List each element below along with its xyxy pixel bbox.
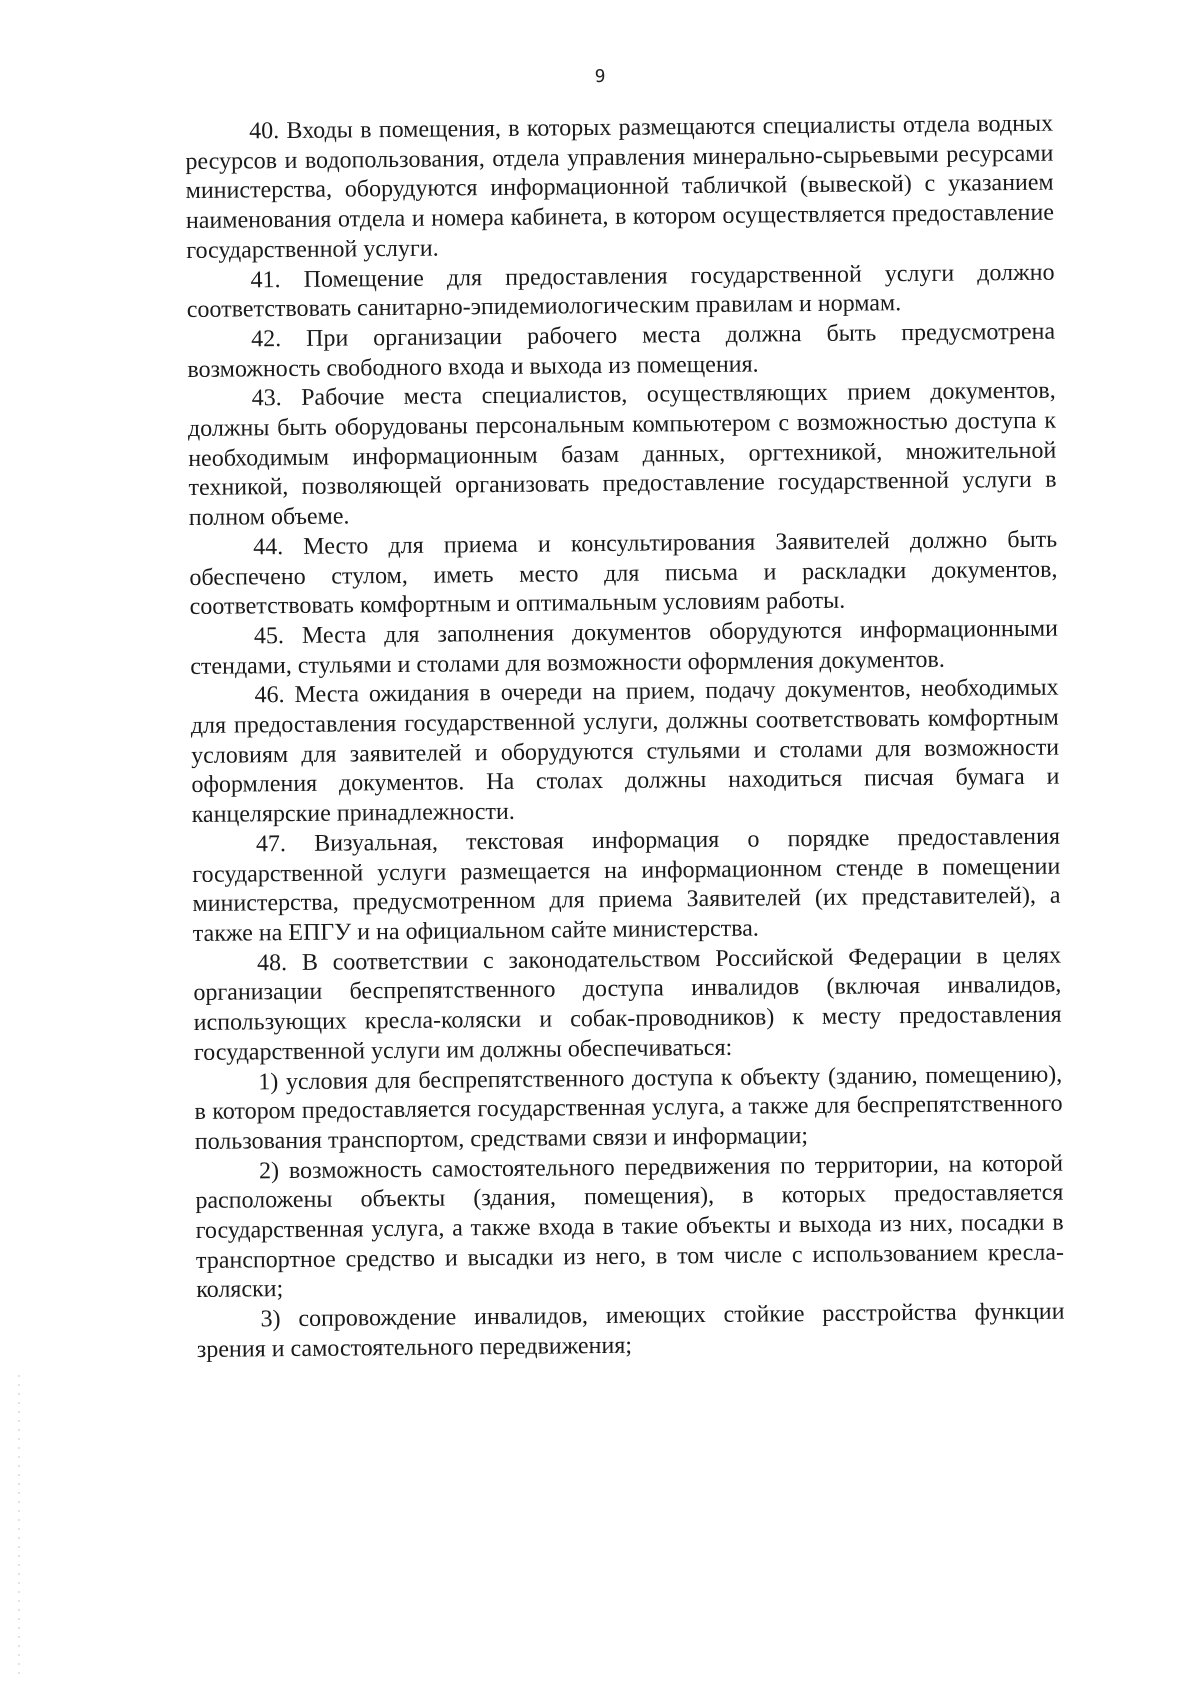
paragraph-42: 42. При организации рабочего места должна быть предусмотрена возможность свободного входа и выхода из помещения. — [187, 318, 1056, 383]
list-item-3: 3) сопровождение инвалидов, имеющих стойкие расстройства функции зрения и самостоятельного передвижения; — [196, 1298, 1065, 1363]
paragraph-40: 40. Входы в помещения, в которых размещаются специалисты отдела водных ресурсов и водопользования, отдела управления минерально-сырьевыми ресурсами министерства, оборудуются информационной табличкой (вывеской) с указанием наименования отдела и номера кабинета, в котором осуществляется предоставление государственной услуги. — [185, 110, 1055, 264]
paragraph-46: 46. Места ожидания в очереди на прием, подачу документов, необходимых для предоставления государственной услуги, должны соответствовать комфортным условиям для заявителей и оборудуются стульями и столами для возможности оформления документов. На столах должны находиться писчая бумага и канцелярские принадлежности. — [190, 675, 1060, 829]
paragraph-41: 41. Помещение для предоставления государственной услуги должно соответствовать санитарно-эпидемиологическим правилам и нормам. — [186, 259, 1055, 324]
paragraph-44: 44. Место для приема и консультирования Заявителей должно быть обеспечено стулом, иметь место для письма и раскладки документов, соответствовать комфортным и оптимальным условиям работы. — [189, 526, 1058, 621]
paragraph-45: 45. Места для заполнения документов оборудуются информационными стендами, стульями и столами для возможности оформления документов. — [190, 615, 1059, 680]
paragraph-48: 48. В соответствии с законодательством Российской Федерации в целях организации беспрепятственного доступа инвалидов (включая инвалидов, использующих кресла-коляски и собак-проводников) к месту предоставления государственной услуги им должны обеспечиваться: — [193, 942, 1062, 1066]
list-item-2: 2) возможность самостоятельного передвижения по территории, на которой расположены объекты (здания, помещения), в которых предоставляется государственная услуга, а также входа в такие объекты и выхода из них, посадки в транспортное средство и высадки из него, в том числе с использованием кресла-коляски; — [195, 1150, 1065, 1304]
scan-margin-marks — [18, 1375, 20, 1675]
document-body — [185, 110, 1065, 1366]
list-item-1: 1) условия для беспрепятственного доступа к объекту (зданию, помещению), в котором предоставляется государственная услуга, а также для беспрепятственного пользования транспортом, средствами связи и информации; — [194, 1061, 1063, 1155]
page-number: 9 — [594, 66, 606, 87]
paragraph-43: 43. Рабочие места специалистов, осуществляющих прием документов, должны быть оборудованы персональным компьютером с возможностью доступа к необходимым информационным базам данных, оргтехникой, множительной техникой, позволяющей организовать предоставление государственной услуги в полном объеме. — [187, 377, 1057, 532]
paragraph-47: 47. Визуальная, текстовая информация о порядке предоставления государственной услуги размещается на информационном стенде в помещении министерства, предусмотренном для приема Заявителей (их представителей), а также на ЕПГУ и на официальном сайте министерства. — [192, 823, 1061, 947]
